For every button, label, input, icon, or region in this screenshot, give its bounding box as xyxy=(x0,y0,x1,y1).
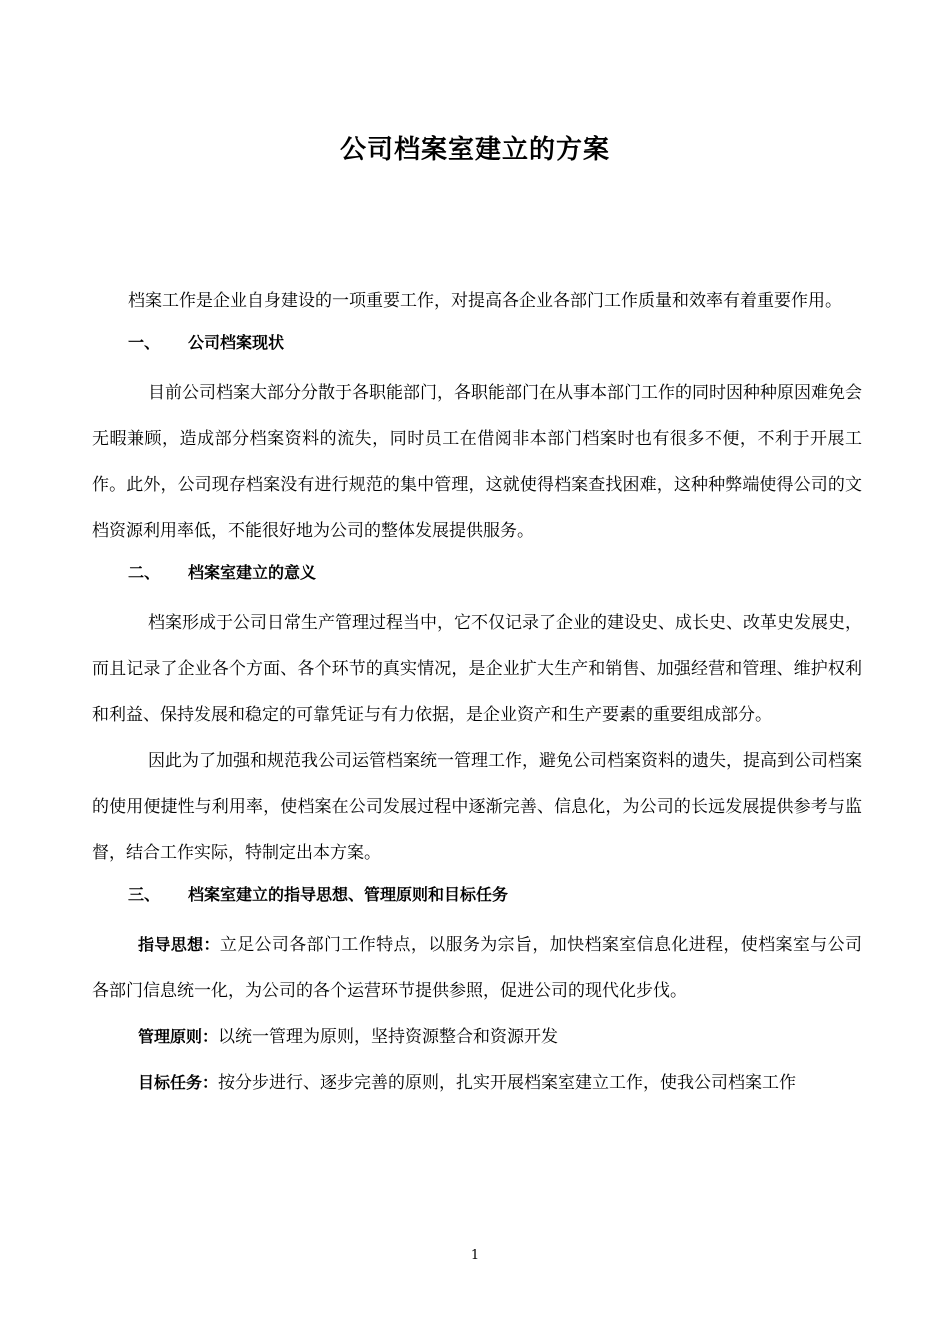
page-number: 1 xyxy=(470,1248,480,1263)
item-text: 立足公司各部门工作特点，以服务为宗旨，加快档案室信息化进程，使档案室与公司各部门信息统一化，为公司的各个运营环节提供参照，促进公司的现代化步伐。 xyxy=(92,935,862,1001)
management-principle-item xyxy=(92,1014,862,1060)
section-2-paragraph-1: 档案形成于公司日常生产管理过程当中，它不仅记录了企业的建设史、成长史、改革史发展史，而且记录了企业各个方面、各个环节的真实情况，是企业扩大生产和销售、加强经营和管理、维护权利和利益、保持发展和稳定的可靠凭证与有力依据，是企业资产和生产要素的重要组成部分。 xyxy=(92,613,862,725)
section-title: 公司档案现状 xyxy=(188,333,285,352)
section-heading-1 xyxy=(92,324,862,370)
document-body xyxy=(92,278,862,1106)
document-title: 公司档案室建立的方案 xyxy=(339,135,610,165)
section-number: 一、 xyxy=(128,333,161,352)
item-label: 目标任务： xyxy=(138,1073,219,1092)
section-1-paragraph: 目前公司档案大部分分散于各职能部门，各职能部门在从事本部门工作的同时因种种原因难免会无暇兼顾，造成部分档案资料的流失，同时员工在借阅非本部门档案时也有很多不便，不利于开展工作。此外，公司现存档案没有进行规范的集中管理，这就使得档案查找困难，这种种弊端使得公司的文档资源利用率低，不能很好地为公司的整体发展提供服务。 xyxy=(92,383,862,541)
item-label: 管理原则： xyxy=(138,1027,219,1046)
target-task-item xyxy=(92,1060,862,1106)
guiding-principle-item xyxy=(92,922,862,1014)
section-number: 二、 xyxy=(128,563,161,582)
section-number: 三、 xyxy=(128,885,161,904)
section-2-paragraph-2: 因此为了加强和规范我公司运管档案统一管理工作，避免公司档案资料的遗失，提高到公司档案的使用便捷性与利用率，使档案在公司发展过程中逐渐完善、信息化，为公司的长远发展提供参考与监督，结合工作实际，特制定出本方案。 xyxy=(92,751,862,863)
intro-paragraph: 档案工作是企业自身建设的一项重要工作，对提高各企业各部门工作质量和效率有着重要作用。 xyxy=(128,291,842,311)
section-heading-2 xyxy=(92,554,862,600)
section-title: 档案室建立的指导思想、管理原则和目标任务 xyxy=(188,885,509,904)
section-heading-3 xyxy=(92,876,862,922)
item-text: 按分步进行、逐步完善的原则，扎实开展档案室建立工作，使我公司档案工作 xyxy=(218,1073,797,1093)
item-text: 以统一管理为原则，坚持资源整合和资源开发 xyxy=(218,1027,559,1047)
section-title: 档案室建立的意义 xyxy=(188,563,317,582)
item-label: 指导思想： xyxy=(138,935,220,954)
